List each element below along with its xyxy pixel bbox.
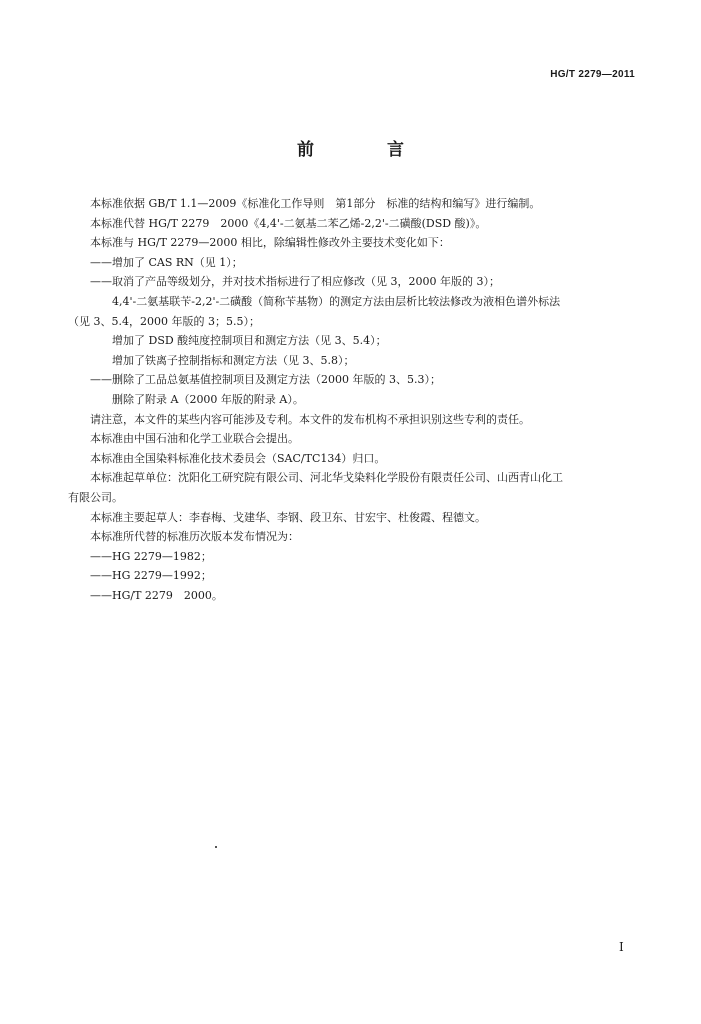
paragraph: 本标准由中国石油和化学工业联合会提出。 bbox=[90, 432, 299, 446]
paragraph-continuation: 有限公司。 bbox=[68, 490, 123, 504]
list-item: ——HG 2279—1992； bbox=[90, 569, 212, 583]
foreword-body bbox=[68, 194, 636, 605]
paragraph: 本标准依据 GB/T 1.1—2009《标准化工作导则 第1部分 标准的结构和编写》进行编制。 bbox=[90, 197, 541, 210]
list-item: ——HG 2279—1982； bbox=[90, 549, 212, 563]
standard-code: HG/T 2279—2011 bbox=[550, 69, 635, 80]
list-item: ——增加了 CAS RN（见 1）； bbox=[90, 255, 243, 269]
scan-speck bbox=[215, 846, 217, 848]
paragraph: 本标准与 HG/T 2279—2000 相比，除编辑性修改外主要技术变化如下： bbox=[90, 236, 450, 250]
paragraph: 本标准代替 HG/T 2279 2000《4,4'-二氨基二苯乙烯-2,2'-二磺酸(DSD 酸)》。 bbox=[90, 216, 487, 230]
page-title: 前 言 bbox=[297, 140, 432, 160]
list-item: 4,4'-二氨基联苄-2,2'-二磺酸（简称苄基物）的测定方法由层析比较法修改为液相色谱外标法 bbox=[112, 294, 561, 308]
list-item: 删除了附录 A（2000 年版的附录 A）。 bbox=[112, 392, 304, 406]
list-item-continuation: （见 3、5.4，2000 年版的 3；5.5）； bbox=[68, 314, 260, 328]
paragraph: 本标准起草单位：沈阳化工研究院有限公司、河北华戈染料化学股份有限责任公司、山西青山化工 bbox=[90, 471, 563, 485]
paragraph: 本标准所代替的标准历次版本发布情况为： bbox=[90, 530, 299, 544]
list-item: 增加了铁离子控制指标和测定方法（见 3、5.8）； bbox=[112, 353, 355, 367]
page-number: I bbox=[619, 940, 624, 954]
list-item: ——删除了工品总氨基值控制项目及测定方法（2000 年版的 3、5.3）； bbox=[90, 373, 441, 387]
list-item: ——取消了产品等级划分，并对技术指标进行了相应修改（见 3，2000 年版的 3）； bbox=[90, 275, 500, 289]
paragraph: 本标准主要起草人：李春梅、戈建华、李钢、段卫东、甘宏宇、杜俊霞、程德文。 bbox=[90, 510, 486, 524]
list-item: ——HG/T 2279 2000。 bbox=[90, 588, 223, 602]
paragraph: 请注意，本文件的某些内容可能涉及专利。本文件的发布机构不承担识别这些专利的责任。 bbox=[90, 412, 530, 426]
list-item: 增加了 DSD 酸纯度控制项目和测定方法（见 3、5.4）； bbox=[112, 334, 387, 348]
paragraph: 本标准由全国染料标准化技术委员会（SAC/TC134）归口。 bbox=[90, 451, 386, 465]
